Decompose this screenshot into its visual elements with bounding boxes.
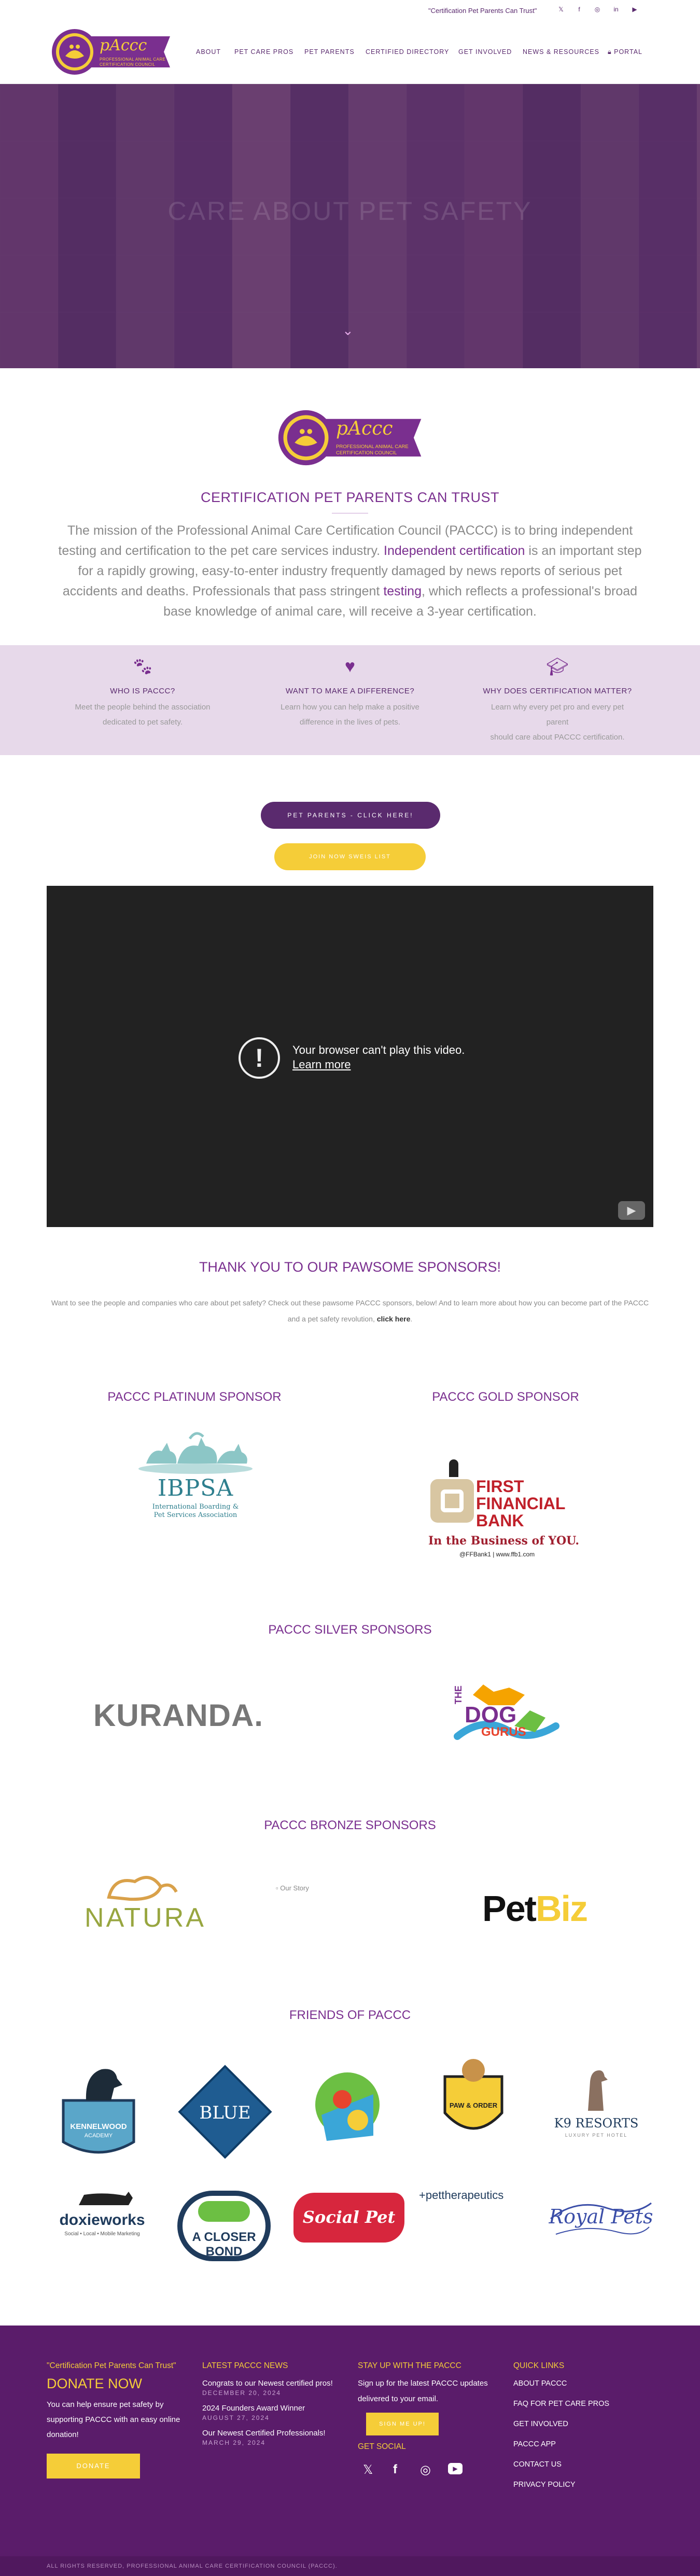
royal-pets-name: Royal Pets	[549, 2205, 653, 2228]
sign-me-up-button[interactable]: SIGN ME UP!	[366, 2413, 439, 2435]
petbiz-logo[interactable]	[482, 1888, 638, 1934]
logo-name: pAccc	[100, 36, 147, 54]
closer-bond-name: A CLOSER BOND	[192, 2230, 256, 2259]
kennelwood-name: KENNELWOOD	[70, 2122, 127, 2131]
error-icon: !	[239, 1037, 280, 1079]
feature-desc: Learn why every pet pro and every pet parent	[491, 703, 624, 727]
dog-gurus-the: THE	[453, 1686, 464, 1704]
dog-kids-logo[interactable]	[306, 2063, 389, 2156]
petbiz-z: z	[569, 1888, 587, 1929]
donate-text-2: supporting PACCC with an easy online	[47, 2415, 180, 2424]
video-error-message	[292, 1043, 465, 1072]
hero-title: CARE ABOUT PET SAFETY	[167, 197, 533, 226]
ffb-line3: BANK	[476, 1511, 524, 1530]
paw-icon: 🐾︎	[131, 657, 154, 677]
feature-desc: Meet the people behind the association	[75, 703, 211, 712]
mission-text-c: , which reflects a professional's broad base knowledge of animal care, will receive a 3-year certification.	[163, 584, 638, 619]
ffb-tagline: In the Business of YOU.	[428, 1534, 580, 1548]
intro-title: CERTIFICATION PET PARENTS CAN TRUST	[200, 490, 500, 505]
footer-donate	[47, 2361, 181, 2442]
independent-certification-link[interactable]: Independent certification	[384, 544, 525, 558]
copyright: ALL RIGHTS RESERVED, PROFESSIONAL ANIMAL CARE CERTIFICATION COUNCIL (PACCC).	[47, 2563, 338, 2569]
blue-buffalo-logo[interactable]	[173, 2060, 277, 2164]
features-band	[0, 645, 700, 755]
bronze-heading: PACCC BRONZE SPONSORS	[264, 1818, 436, 1832]
feature-why-certification[interactable]	[480, 645, 635, 745]
click-here-link[interactable]: click here	[376, 1315, 411, 1323]
kuranda-logo[interactable]: KURANDA.	[93, 1698, 263, 1733]
footer-news	[202, 2361, 342, 2450]
footer-quick-links	[513, 2361, 648, 2495]
natura-name: NATURA	[85, 1903, 206, 1933]
paccc-logo[interactable]	[50, 27, 174, 79]
the-dog-gurus-logo[interactable]	[452, 1674, 561, 1752]
quick-link-contact[interactable]: CONTACT US	[513, 2460, 562, 2469]
nav-get-involved[interactable]: GET INVOLVED	[458, 48, 512, 55]
linkedin-icon[interactable]: in	[613, 6, 619, 13]
quick-link-get-involved[interactable]: GET INVOLVED	[513, 2420, 568, 2428]
ffb-emblem-icon	[428, 1459, 473, 1527]
paw-and-order-logo[interactable]	[440, 2056, 507, 2149]
our-story-image[interactable]	[276, 1884, 338, 1897]
sponsors-text-b: .	[410, 1315, 413, 1323]
footer-quote: "Certification Pet Parents Can Trust"	[47, 2361, 176, 2370]
top-bar	[0, 0, 700, 21]
sponsors-text	[47, 1295, 653, 1327]
site-header	[0, 21, 700, 84]
ffb-line2: FINANCIAL	[476, 1494, 566, 1513]
k9-sub: LUXURY PET HOTEL	[565, 2133, 628, 2138]
a-closer-bond-logo[interactable]	[173, 2191, 275, 2263]
video-player[interactable]	[47, 886, 653, 1227]
dog-gurus-gurus: GURUS	[481, 1725, 526, 1739]
social-pet-name: Social Pet	[302, 2207, 396, 2227]
stay-title: STAY UP WITH THE PACCC	[358, 2361, 461, 2370]
first-financial-bank-logo[interactable]	[428, 1457, 584, 1561]
instagram-icon[interactable]: ◎	[420, 2463, 431, 2477]
k9-resorts-logo[interactable]	[550, 2066, 643, 2144]
feature-desc: difference in the lives of pets.	[299, 718, 400, 727]
quick-link-faq[interactable]: FAQ FOR PET CARE PROS	[513, 2400, 610, 2408]
news-item-3[interactable]: Our Newest Certified Professionals!	[202, 2429, 326, 2438]
royal-pets-logo[interactable]	[545, 2188, 656, 2245]
mission-statement	[57, 521, 643, 622]
stay-text-2: delivered to your email.	[358, 2394, 439, 2403]
donate-button[interactable]: DONATE	[47, 2454, 140, 2478]
quick-links-title: QUICK LINKS	[513, 2361, 565, 2370]
natura-logo[interactable]	[73, 1866, 218, 1933]
kennelwood-logo[interactable]	[57, 2064, 140, 2163]
feature-title: WANT TO MAKE A DIFFERENCE?	[285, 687, 415, 695]
footer-stay-up	[358, 2361, 498, 2407]
ibpsa-name: IBPSA	[157, 1475, 234, 1501]
news-date-2: AUGUST 27, 2024	[202, 2414, 270, 2421]
mission-text-a: The mission of the Professional Animal Care Certification Council (PACCC) is to bring independent testing and certification to the pet care services industry.	[58, 523, 633, 558]
blue-name: BLUE	[199, 2102, 251, 2123]
chevron-down-icon[interactable]: ⌄	[342, 323, 354, 338]
footer-bottom-bar	[0, 2556, 700, 2576]
feature-who-is-paccc[interactable]	[65, 645, 220, 730]
platinum-heading: PACCC PLATINUM SPONSOR	[107, 1390, 282, 1404]
video-error-text: Your browser can't play this video.	[292, 1043, 465, 1056]
sponsors-text-a: Want to see the people and companies who care about pet safety? Check out these pawsome PACCC sponsors, below! And to learn more about how you can become part of the PACCC and a pet safety revolution,	[51, 1299, 649, 1323]
feature-make-a-difference[interactable]	[272, 645, 428, 730]
youtube-icon[interactable]: ▶	[448, 2463, 463, 2474]
broken-image-icon: ▫	[276, 1884, 281, 1892]
k9-name: K9 RESORTS	[554, 2116, 639, 2131]
x-icon[interactable]: 𝕏	[558, 6, 564, 13]
nav-about[interactable]: ABOUT	[196, 48, 221, 55]
mission-text-b: is an important step for a rapidly growing, easy-to-enter industry frequently damaged by news reports of serious pet accidents and deaths. Professionals that pass stringent	[62, 544, 642, 598]
instagram-icon[interactable]: ◎	[594, 6, 600, 13]
friends-heading: FRIENDS OF PACCC	[289, 2008, 411, 2022]
paw-and-order-name: PAW & ORDER	[449, 2101, 498, 2109]
ibpsa-sub1: International Boarding &	[152, 1503, 239, 1511]
testing-link[interactable]: testing	[383, 584, 422, 598]
news-date-3: MARCH 29, 2024	[202, 2439, 266, 2446]
donate-text-1: You can help ensure pet safety by	[47, 2400, 164, 2409]
pet-parents-button[interactable]: PET PARENTS - CLICK HERE!	[261, 802, 440, 829]
logo-line1-center: PROFESSIONAL ANIMAL CARE	[336, 444, 409, 450]
quick-link-privacy[interactable]: PRIVACY POLICY	[513, 2481, 576, 2489]
gold-heading: PACCC GOLD SPONSOR	[432, 1390, 579, 1404]
tagline: "Certification Pet Parents Can Trust"	[428, 7, 537, 15]
feature-title: WHO IS PACCC?	[110, 687, 175, 695]
logo-line2: CERTIFICATION COUNCIL	[100, 62, 156, 67]
nav-portal-label: PORTAL	[614, 48, 642, 55]
lock-icon: 🔒︎	[608, 48, 614, 55]
stay-text-1: Sign up for the latest PACCC updates	[358, 2379, 488, 2388]
nav-portal[interactable]	[608, 48, 642, 56]
doxieworks-sub: Social • Local • Mobile Marketing	[64, 2231, 140, 2237]
paccc-logo-center	[276, 408, 426, 470]
feature-title: WHY DOES CERTIFICATION MATTER?	[483, 687, 632, 695]
logo-name-center: pAccc	[336, 418, 393, 439]
feature-desc: Learn how you can help make a positive	[281, 703, 419, 712]
kennelwood-sub: ACADEMY	[84, 2133, 113, 2139]
petbiz-pet: Pet	[482, 1888, 536, 1929]
social-pet-logo[interactable]	[293, 2188, 404, 2245]
news-date-1: DECEMBER 20, 2024	[202, 2389, 282, 2397]
join-list-button[interactable]: JOIN NOW SWEIS LIST	[274, 843, 426, 870]
logo-line1: PROFESSIONAL ANIMAL CARE	[100, 57, 166, 62]
news-item-2[interactable]: 2024 Founders Award Winner	[202, 2404, 305, 2413]
get-social-title: GET SOCIAL	[358, 2442, 406, 2451]
quick-link-about[interactable]: ABOUT PACCC	[513, 2379, 567, 2388]
petbiz-bi: Bi	[535, 1888, 570, 1929]
ibpsa-sub2: Pet Services Association	[153, 1511, 237, 1519]
nav-certified-directory[interactable]: CERTIFIED DIRECTORY	[366, 48, 450, 55]
youtube-icon[interactable]: ▶	[632, 6, 637, 13]
donate-text-3: donation!	[47, 2430, 79, 2439]
youtube-logo-icon[interactable]: ▶	[618, 1201, 645, 1220]
facebook-icon[interactable]: f	[578, 6, 580, 13]
ffb-handle: @FFBank1 | www.ffb1.com	[459, 1551, 535, 1558]
doxieworks-name: doxieworks	[59, 2211, 145, 2229]
our-story-alt: Our Story	[280, 1884, 309, 1892]
nav-pet-parents[interactable]: PET PARENTS	[304, 48, 355, 55]
feature-desc: should care about PACCC certification.	[490, 733, 625, 742]
logo-line2-center: CERTIFICATION COUNCIL	[336, 450, 397, 456]
doxieworks-logo[interactable]	[48, 2190, 157, 2241]
x-icon[interactable]: 𝕏	[363, 2463, 373, 2477]
news-item-1[interactable]: Congrats to our Newest certified pros!	[202, 2379, 333, 2388]
feature-desc: dedicated to pet safety.	[103, 718, 183, 727]
silver-heading: PACCC SILVER SPONSORS	[268, 1623, 432, 1637]
dog-gurus-dog: DOG	[465, 1702, 517, 1728]
ibpsa-logo[interactable]	[136, 1427, 255, 1521]
news-title: LATEST PACCC NEWS	[202, 2361, 288, 2370]
hero-banner	[0, 84, 700, 368]
sponsors-title: THANK YOU TO OUR PAWSOME SPONSORS!	[199, 1259, 501, 1275]
learn-more-link[interactable]: Learn more	[292, 1058, 351, 1071]
pettherapeutics-logo[interactable]: +pettherapeutics	[419, 2189, 504, 2202]
donate-title: DONATE NOW	[47, 2376, 142, 2391]
heart-icon: ♥	[344, 657, 356, 676]
nav-news-resources[interactable]: NEWS & RESOURCES	[523, 48, 599, 55]
ffb-line1: FIRST	[476, 1477, 524, 1496]
quick-link-app[interactable]: PACCC APP	[513, 2440, 556, 2448]
facebook-icon[interactable]: f	[393, 2462, 397, 2476]
graduation-cap-icon: 🎓︎	[546, 657, 569, 677]
nav-pet-care-pros[interactable]: PET CARE PROS	[234, 48, 294, 55]
